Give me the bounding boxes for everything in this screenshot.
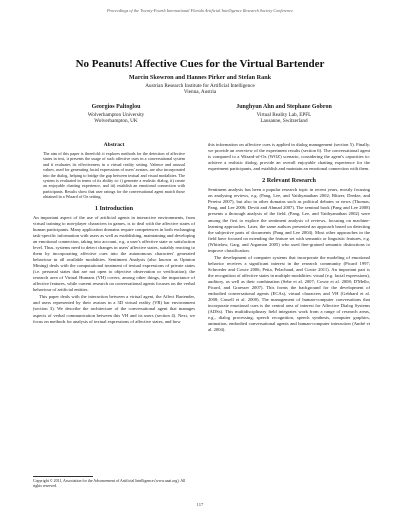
affiliation-right-line2: Lausanne, Switzerland: [260, 118, 308, 124]
affiliation-right: [200, 104, 368, 124]
footnote-divider: [33, 476, 93, 477]
page-number: 117: [196, 502, 204, 507]
copyright-notice: Copyright © 2011, Association for the Advancement of Artificial Intelligence (www.aaai.org). All rights reserved.: [33, 479, 186, 488]
affiliation-left-name: Georgios Paltoglou: [91, 104, 141, 110]
left-column: [33, 142, 195, 326]
related-paragraph-1: Sentiment analysis has been a popular research topic in recent years, mostly focusing on analysing reviews, e.g. (Pang, Lee, and Vaithyanathan 2002; Blitzer, Dredze, and Pereira 2007), but also in other domains such as political debates or news (Thomas, Pang, and Lee 2006; Devitt and Ahmad 2007). The seminal book (Pang and Lee 2008) presents a thorough analysis of the field. (Pang, Lee, and Vaithyanathan 2002) were among the first to explore the sentiment analysis of reviews, focusing on machine-learning approaches. Later, the same authors presented an approach based on detecting the subjective parts of documents (Pang and Lee 2004). Most other approaches in the field have focused on extending the feature set with semantic or linguistic features, e.g. (Whitelaw, Garg, and Argamon 2005) who used fine-grained semantic distinctions to improve classification.: [208, 187, 370, 253]
related-paragraph-2: The development of computer systems that incorporate the modeling of emotional behavior receives a significant interest in the research community (Picard 1997; Schroeder and Cowie 2006; Petta, Pelachaud, and Cowie 2011). An important part is the recognition of affective states in multiple modalities: visual (e.g. facial expressions), auditory, as well as their combination (Sebe et al. 2007; Cowie et al. 2008; D'Mello, Picard, and Graesser 2007). This forms the background for the development of embodied conversational agents (ECAs), virtual characters and VH (Gebhard et al. 2008; Cassell et al. 2000). The management of human-computer conversations that incorporate emotional cues is the central area of interest for Affective Dialog Systems (ADSs). This multidisciplinary field integrates work from a range of research areas, e.g., dialog processing, speech recognition, speech synthesis, computer graphics, animation, embodied conversational agents and human-computer interaction (André et al. 2004).: [208, 254, 370, 333]
affiliation-right-line1: Virtual Reality Lab, EPFL: [256, 111, 312, 118]
authors-main: Marcin Skowron and Hannes Pirker and Stefan Rank: [128, 74, 272, 81]
intro-paragraph-1: An important aspect of the use of artificial agents in interactive environments, from virtual training to non-player characters in games, is to deal with the affective states of human participants. Many application domains require competences in both exchanging task-specific information with users as well as establishing, maintaining and developing an emotional connection, taking into account, e.g. a user's affective state or satisfaction level. Thus, systems need to detect changes in users' affective states, suitably reacting to them by incorporating affective cues into the autonomous characters' generated behaviour in all available modalities. Sentiment Analysis (also known as Opinion Mining) deals with the computational treatment of textual expressions of private states (i.e. personal states that are not open to objective observation or verification); the research area of Virtual Humans (VH) covers, among other things, the importance of affective features, while current research on conversational agents focuses on the verbal behaviour of artificial entities.: [33, 214, 195, 293]
affiliation-main-line2: Vienna, Austria: [183, 89, 217, 96]
intro-paragraph-2: This paper deals with the interaction between a virtual agent, the Affect Bartender, and users represented by their avatars in a 3D virtual reality (VR) bar environment (section 3). We describe the architecture of the conversational agent that manages aspects of verbal communication between this VH and its users (section 4). Next, we focus on methods for analysis of textual expressions of affective states, and how: [33, 294, 195, 324]
affiliation-left-line2: Wolverhampton, UK: [94, 118, 138, 124]
affiliation-left: [36, 104, 196, 124]
section-heading-related: 2 Relevant Research: [262, 177, 316, 185]
affiliation-main: [0, 83, 400, 96]
abstract-heading: Abstract: [103, 142, 125, 148]
affiliation-main-line1: Austrian Research Institute for Artificial Intelligence: [145, 83, 255, 89]
section-heading-introduction: 1 Introduction: [94, 204, 134, 212]
affiliation-right-name: Junghyun Ahn and Stephane Gobron: [236, 104, 332, 110]
intro-paragraph-3: this information on affective cues is applied in dialog management (section 5). Finally, we provide an overview of the experiment results (section 6). The conversational agent is compared to a Wizard-of-Oz (WOZ) scenario, considering the agent's capacities to: achieve a realistic dialog, provide an overall enjoyable chatting experience for the experiment participants, and establish and maintain an emotional connection with them.: [208, 142, 370, 172]
affiliation-left-line1: Wolverhampton University: [87, 111, 145, 118]
paper-title: No Peanuts! Affective Cues for the Virtual Bartender: [75, 58, 325, 70]
running-head: Proceedings of the Twenty-Fourth International Florida Artificial Intelligence Research Society Conference: [106, 8, 294, 13]
abstract-text: The aim of this paper is threefold: it explores methods for the detection of affective states in text, it presents the usage of such affective cues in a conversational system and it evaluates its effectiveness in a virtual reality setting. Valence and arousal values, used for generating facial expressions of users' avatars, are also incorporated into the dialog, helping to bridge the gap between textual and visual modalities. The system is evaluated in terms of its ability to: i) generate a realistic dialog, ii) create an enjoyable chatting experience, and iii) establish an emotional connection with participants. Results show that user ratings for the conversational agent match those obtained in a Wizard of Oz setting.: [43, 151, 185, 200]
right-column: [208, 142, 370, 334]
